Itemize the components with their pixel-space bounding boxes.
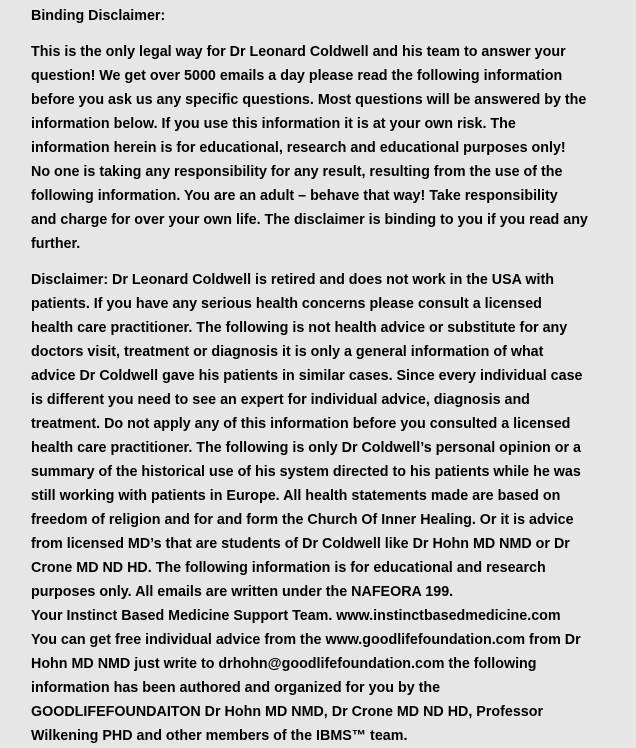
text-line: is different you need to see an expert for individual advice, diagnosis and	[31, 392, 530, 408]
text-line: information herein is for educational, research and educational purposes only!	[31, 140, 566, 156]
text-line: information has been authored and organized for you by the	[31, 680, 441, 696]
text-line: question! We get over 5000 emails a day please read the following information	[31, 68, 563, 84]
document-heading: Binding Disclaimer:	[31, 8, 166, 24]
text-line: Wilkening PHD and other members of the IBMS™ team.	[31, 728, 408, 744]
text-line: doctors visit, treatment or diagnosis it is only a general information of what	[31, 344, 544, 360]
text-line: Your Instinct Based Medicine Support Team. www.instinctbasedmedicine.com	[31, 608, 561, 624]
text-line: No one is taking any responsibility for any result, resulting from the use of the	[31, 164, 563, 180]
text-line: Crone MD ND HD. The following information is for educational and research	[31, 560, 546, 576]
text-line: health care practitioner. The following is only Dr Coldwell’s personal opinion or a	[31, 440, 581, 456]
text-line: health care practitioner. The following is not health advice or substitute for any	[31, 320, 568, 336]
text-line: further.	[31, 236, 81, 252]
text-line: from licensed MD’s that are students of Dr Coldwell like Dr Hohn MD NMD or Dr	[31, 536, 570, 552]
text-line: summary of the historical use of his system directed to his patients while he was	[31, 464, 581, 480]
text-line: You can get free individual advice from the www.goodlifefoundation.com from Dr	[31, 632, 581, 648]
binding-disclaimer-paragraph	[31, 40, 618, 256]
text-line: treatment. Do not apply any of this information before you consulted a licensed	[31, 416, 571, 432]
text-line: Hohn MD NMD just write to drhohn@goodlifefoundation.com the following	[31, 656, 537, 672]
text-line: purposes only. All emails are written under the NAFEORA 199.	[31, 584, 454, 600]
text-line: still working with patients in Europe. All health statements made are based on	[31, 488, 561, 504]
text-line: advice Dr Coldwell gave his patients in similar cases. Since every individual case	[31, 368, 583, 384]
disclaimer-paragraph	[31, 268, 618, 748]
text-line: Disclaimer: Dr Leonard Coldwell is retired and does not work in the USA with	[31, 272, 554, 288]
text-line: freedom of religion and for and form the Church Of Inner Healing. Or it is advice	[31, 512, 574, 528]
text-line: information below. If you use this information it is at your own risk. The	[31, 116, 516, 132]
text-line: This is the only legal way for Dr Leonard Coldwell and his team to answer your	[31, 44, 566, 60]
text-line: following information. You are an adult – behave that way! Take responsibility	[31, 188, 558, 204]
text-line: before you ask us any specific questions. Most questions will be answered by the	[31, 92, 587, 108]
text-line: and charge for over your own life. The disclaimer is binding to you if you read any	[31, 212, 588, 228]
text-line: GOODLIFEFOUNDAITON Dr Hohn MD NMD, Dr Crone MD ND HD, Professor	[31, 704, 544, 720]
text-line: patients. If you have any serious health concerns please consult a licensed	[31, 296, 542, 312]
